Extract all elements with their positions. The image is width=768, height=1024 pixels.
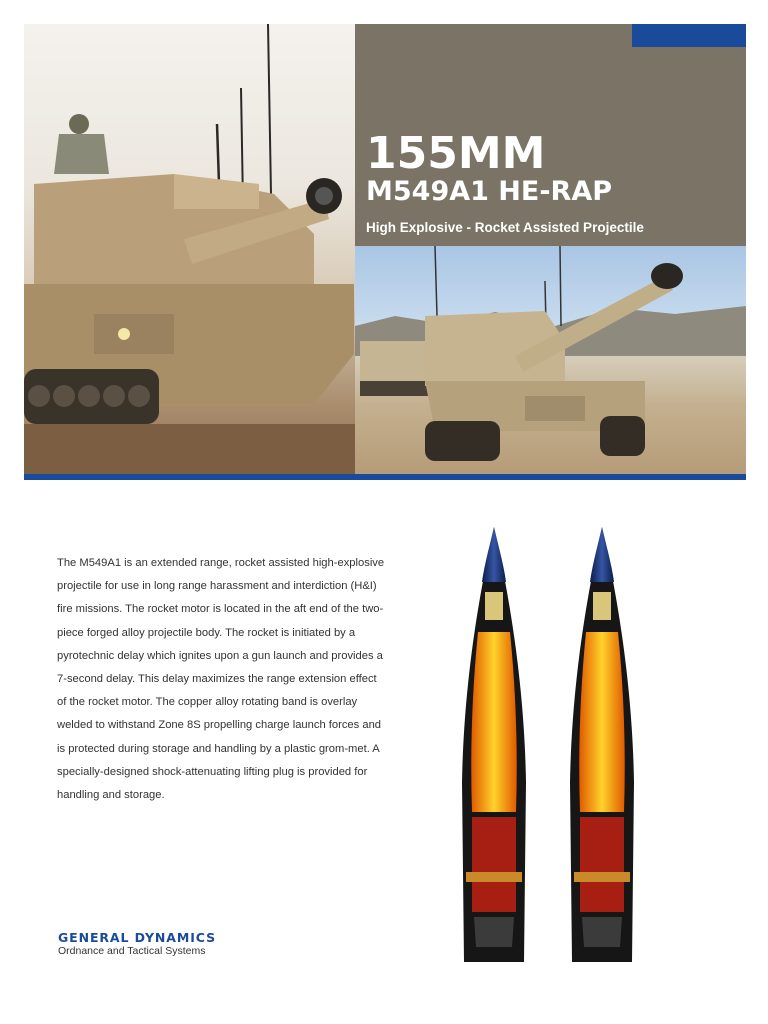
caliber-title: 155MM bbox=[366, 128, 546, 179]
title-accent-bar bbox=[632, 24, 746, 47]
howitzer-desert-illustration bbox=[355, 246, 746, 474]
projectile-2 bbox=[570, 527, 634, 962]
model-title: M549A1 HE-RAP bbox=[366, 176, 613, 207]
description-paragraph: The M549A1 is an extended range, rocket assisted high-explosive projectile for use in long range harassment and interdiction (H&I) fire missions. The rocket motor is located in the aft end of the two-piece forged alloy projectile body. The rocket is initiated by a pyrotechnic delay which ignites upon a gun launch and provides a 7-second delay. This delay maximizes the range extension effect of the rocket motor. The copper alloy rotating band is overlay welded to withstand Zone 8S propelling charge launch forces and is protected during storage and handling by a plastic grom-met. A specially-designed shock-attenuating lifting plug is provided for handling and storage. bbox=[57, 557, 385, 802]
company-name: GENERAL DYNAMICS bbox=[58, 930, 216, 945]
division-name: Ordnance and Tactical Systems bbox=[58, 945, 206, 957]
howitzer-photo-right bbox=[355, 246, 746, 474]
howitzer-illustration bbox=[24, 24, 355, 474]
company-logo bbox=[58, 930, 216, 957]
title-panel bbox=[355, 24, 746, 246]
hero-banner bbox=[24, 24, 746, 474]
projectile-cutaways bbox=[452, 522, 672, 977]
subtitle: High Explosive - Rocket Assisted Projectile bbox=[366, 220, 644, 235]
projectile-1 bbox=[462, 527, 526, 962]
divider-blue-bar bbox=[24, 474, 746, 480]
howitzer-photo-left bbox=[24, 24, 355, 474]
projectile-illustration bbox=[452, 522, 672, 977]
